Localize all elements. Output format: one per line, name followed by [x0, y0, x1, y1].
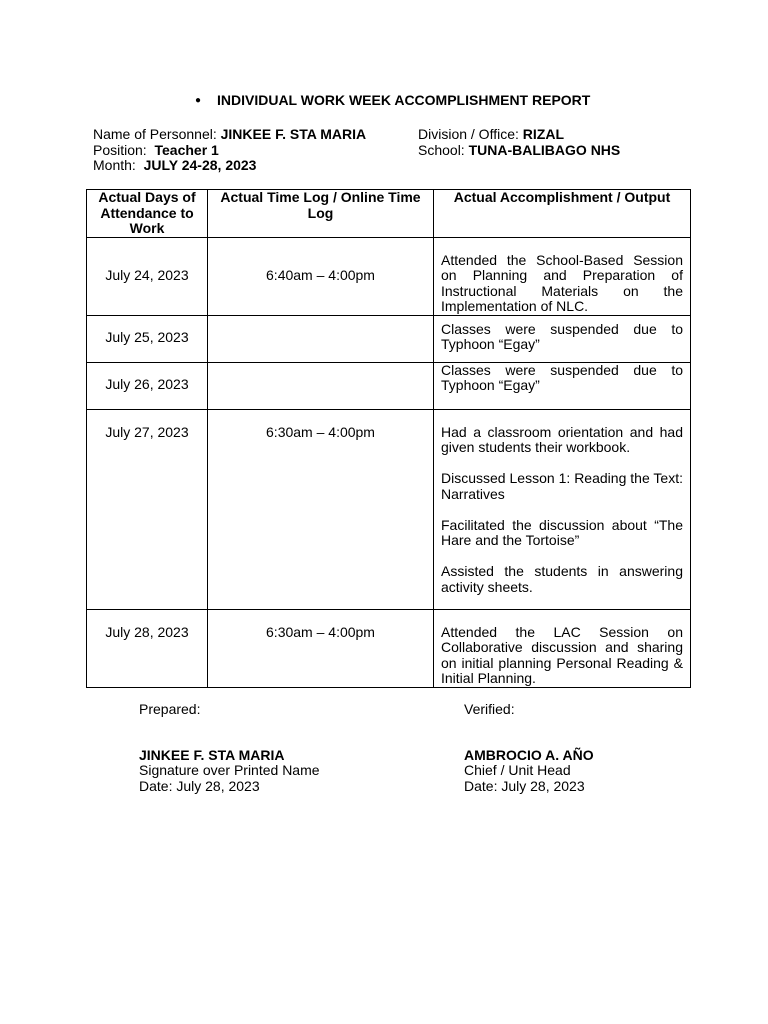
output-paragraph: Attended the LAC Session on Collaborative discussion and sharing on initial planning Personal Reading & Initial Planning.: [441, 623, 683, 686]
output-paragraph: Classes were suspended due to Typhoon “Egay”: [441, 361, 683, 393]
row-time: 6:30am – 4:00pm: [208, 609, 434, 687]
month-label: Month:: [93, 157, 136, 173]
row-time: 6:30am – 4:00pm: [208, 409, 434, 609]
header-time-log: Actual Time Log / Online Time Log: [208, 190, 434, 238]
personnel-position: Teacher 1: [154, 141, 219, 158]
school-value: TUNA-BALIBAGO NHS: [468, 141, 621, 158]
position-label: Position:: [93, 141, 147, 158]
row-time: [208, 315, 434, 362]
report-month: JULY 24-28, 2023: [143, 157, 257, 173]
division-label: Division / Office:: [418, 126, 519, 142]
output-paragraph: Assisted the students in answering activity sheets.: [441, 563, 683, 595]
month-line: [93, 158, 366, 174]
row-date: July 24, 2023: [87, 237, 208, 315]
position-line: [93, 143, 366, 159]
row-output: [434, 315, 691, 362]
accomplishment-table: [86, 189, 691, 688]
table-row: [87, 362, 691, 409]
prepared-caption: Signature over Printed Name: [139, 762, 320, 778]
name-label: Name of Personnel:: [93, 126, 217, 142]
row-output: [434, 409, 691, 609]
table-row: [87, 237, 691, 315]
prepared-label: Prepared:: [139, 701, 201, 717]
report-title-text: INDIVIDUAL WORK WEEK ACCOMPLISHMENT REPORT: [217, 92, 591, 108]
verified-block: [464, 702, 594, 794]
header-days: Actual Days of Attendance to Work: [87, 190, 208, 238]
report-title: [195, 92, 590, 108]
name-line: [93, 127, 366, 143]
school-label: School:: [418, 141, 465, 158]
output-paragraph: Attended the School-Based Session on Planning and Preparation of Instructional Materials on the Implementation of NLC.: [441, 251, 683, 314]
personnel-info: [93, 127, 366, 174]
bullet-icon: ●: [195, 95, 202, 106]
verified-name: AMBROCIO A. AÑO: [464, 746, 594, 763]
table-header-row: [87, 190, 691, 238]
output-paragraph: Discussed Lesson 1: Reading the Text: Narratives: [441, 470, 683, 502]
row-date: July 27, 2023: [87, 409, 208, 609]
table-row: [87, 315, 691, 362]
division-line: [418, 127, 620, 143]
office-info: [418, 127, 620, 158]
personnel-name: JINKEE F. STA MARIA: [220, 126, 367, 142]
row-output: [434, 362, 691, 409]
verified-date: Date: July 28, 2023: [464, 777, 585, 794]
table-row: [87, 609, 691, 687]
row-date: July 25, 2023: [87, 315, 208, 362]
prepared-name: JINKEE F. STA MARIA: [139, 746, 285, 763]
verified-label: Verified:: [464, 701, 515, 717]
school-line: [418, 143, 620, 159]
header-output: Actual Accomplishment / Output: [434, 190, 691, 238]
output-paragraph: Had a classroom orientation and had given students their workbook.: [441, 423, 683, 455]
output-paragraph: Classes were suspended due to Typhoon “Egay”: [441, 320, 683, 352]
row-date: July 28, 2023: [87, 609, 208, 687]
output-paragraph: Facilitated the discussion about “The Hare and the Tortoise”: [441, 516, 683, 548]
prepared-block: [139, 702, 320, 794]
row-time: 6:40am – 4:00pm: [208, 237, 434, 315]
division-value: RIZAL: [522, 126, 564, 142]
row-output: [434, 237, 691, 315]
row-date: July 26, 2023: [87, 362, 208, 409]
prepared-date: Date: July 28, 2023: [139, 777, 260, 794]
table-row: [87, 409, 691, 609]
row-output: [434, 609, 691, 687]
verified-caption: Chief / Unit Head: [464, 762, 571, 778]
row-time: [208, 362, 434, 409]
